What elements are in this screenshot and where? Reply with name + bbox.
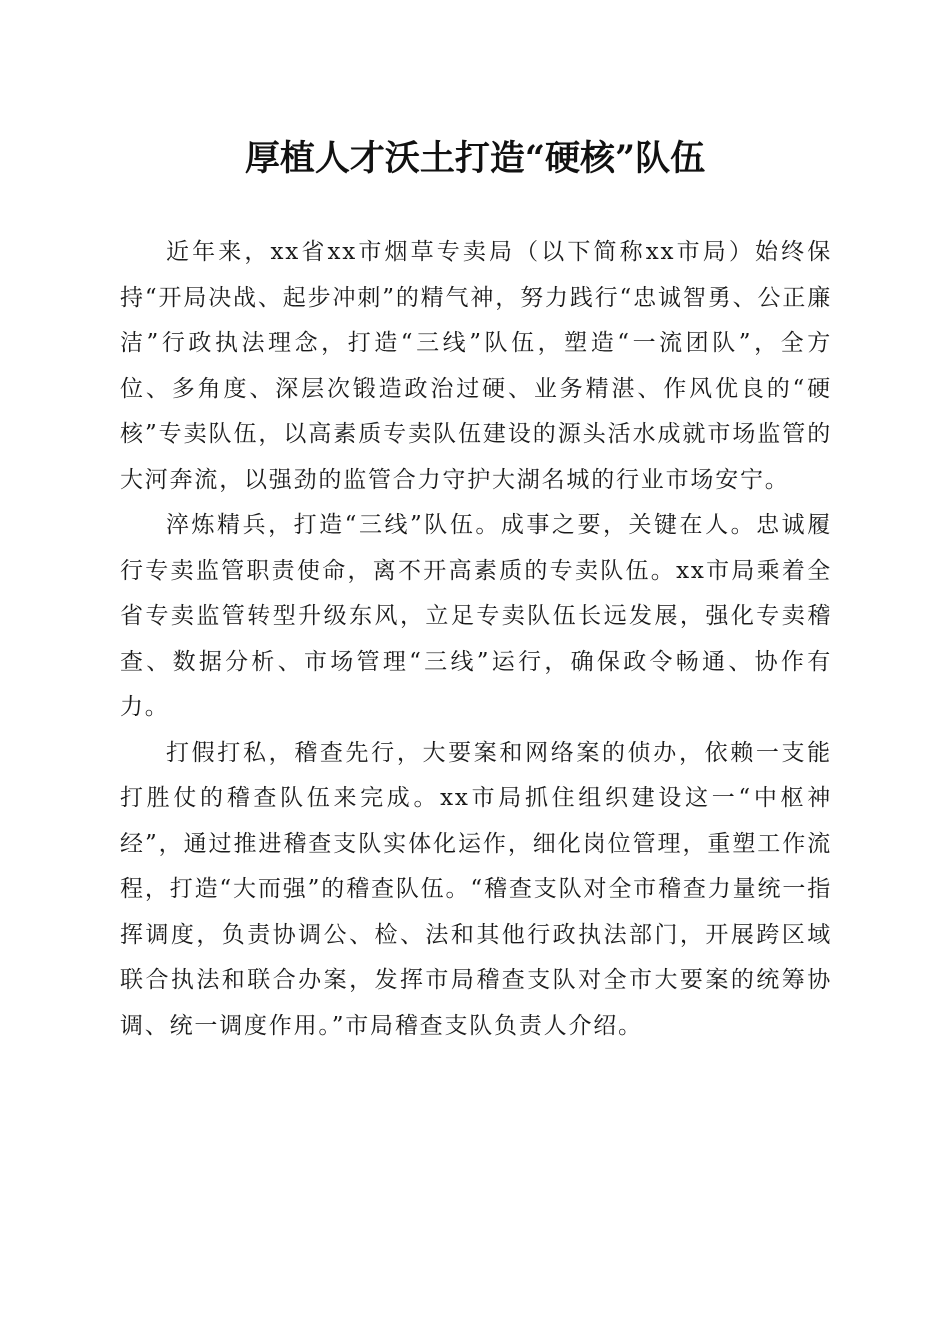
paragraph-intro: 近年来，xx省xx市烟草专卖局（以下简称xx市局）始终保持“开局决战、起步冲刺”的精气神，努力践行“忠诚智勇、公正廉洁”行政执法理念，打造“三线”队伍，塑造“一流团队”，全方位、多角度、深层次锻造政治过硬、业务精湛、作风优良的“硬核”专卖队伍，以高素质专卖队伍建设的源头活水成就市场监管的大河奔流，以强劲的监管合力守护大湖名城的行业市场安宁。 bbox=[120, 239, 832, 493]
document-title: 厚植人才沃土打造“硬核”队伍 bbox=[244, 138, 706, 179]
paragraph-inspection: 打假打私，稽查先行，大要案和网络案的侦办，依赖一支能打胜仗的稽查队伍来完成。xx市局抓住组织建设这一“中枢神经”，通过推进稽查支队实体化运作，细化岗位管理，重塑工作流程，打造“大而强”的稽查队伍。“稽查支队对全市稽查力量统一指挥调度，负责协调公、检、法和其他行政执法部门，开展跨区域联合执法和联合办案，发挥市局稽查支队对全市大要案的统筹协调、统一调度作用。”市局稽查支队负责人介绍。 bbox=[120, 739, 832, 1039]
paragraph-three-lines: 淬炼精兵，打造“三线”队伍。成事之要，关键在人。忠诚履行专卖监管职责使命，离不开高素质的专卖队伍。xx市局乘着全省专卖监管转型升级东风，立足专卖队伍长远发展，强化专卖稽查、数据分析、市场管理“三线”运行，确保政令畅通、协作有力。 bbox=[120, 512, 832, 720]
document-body bbox=[120, 230, 832, 1049]
